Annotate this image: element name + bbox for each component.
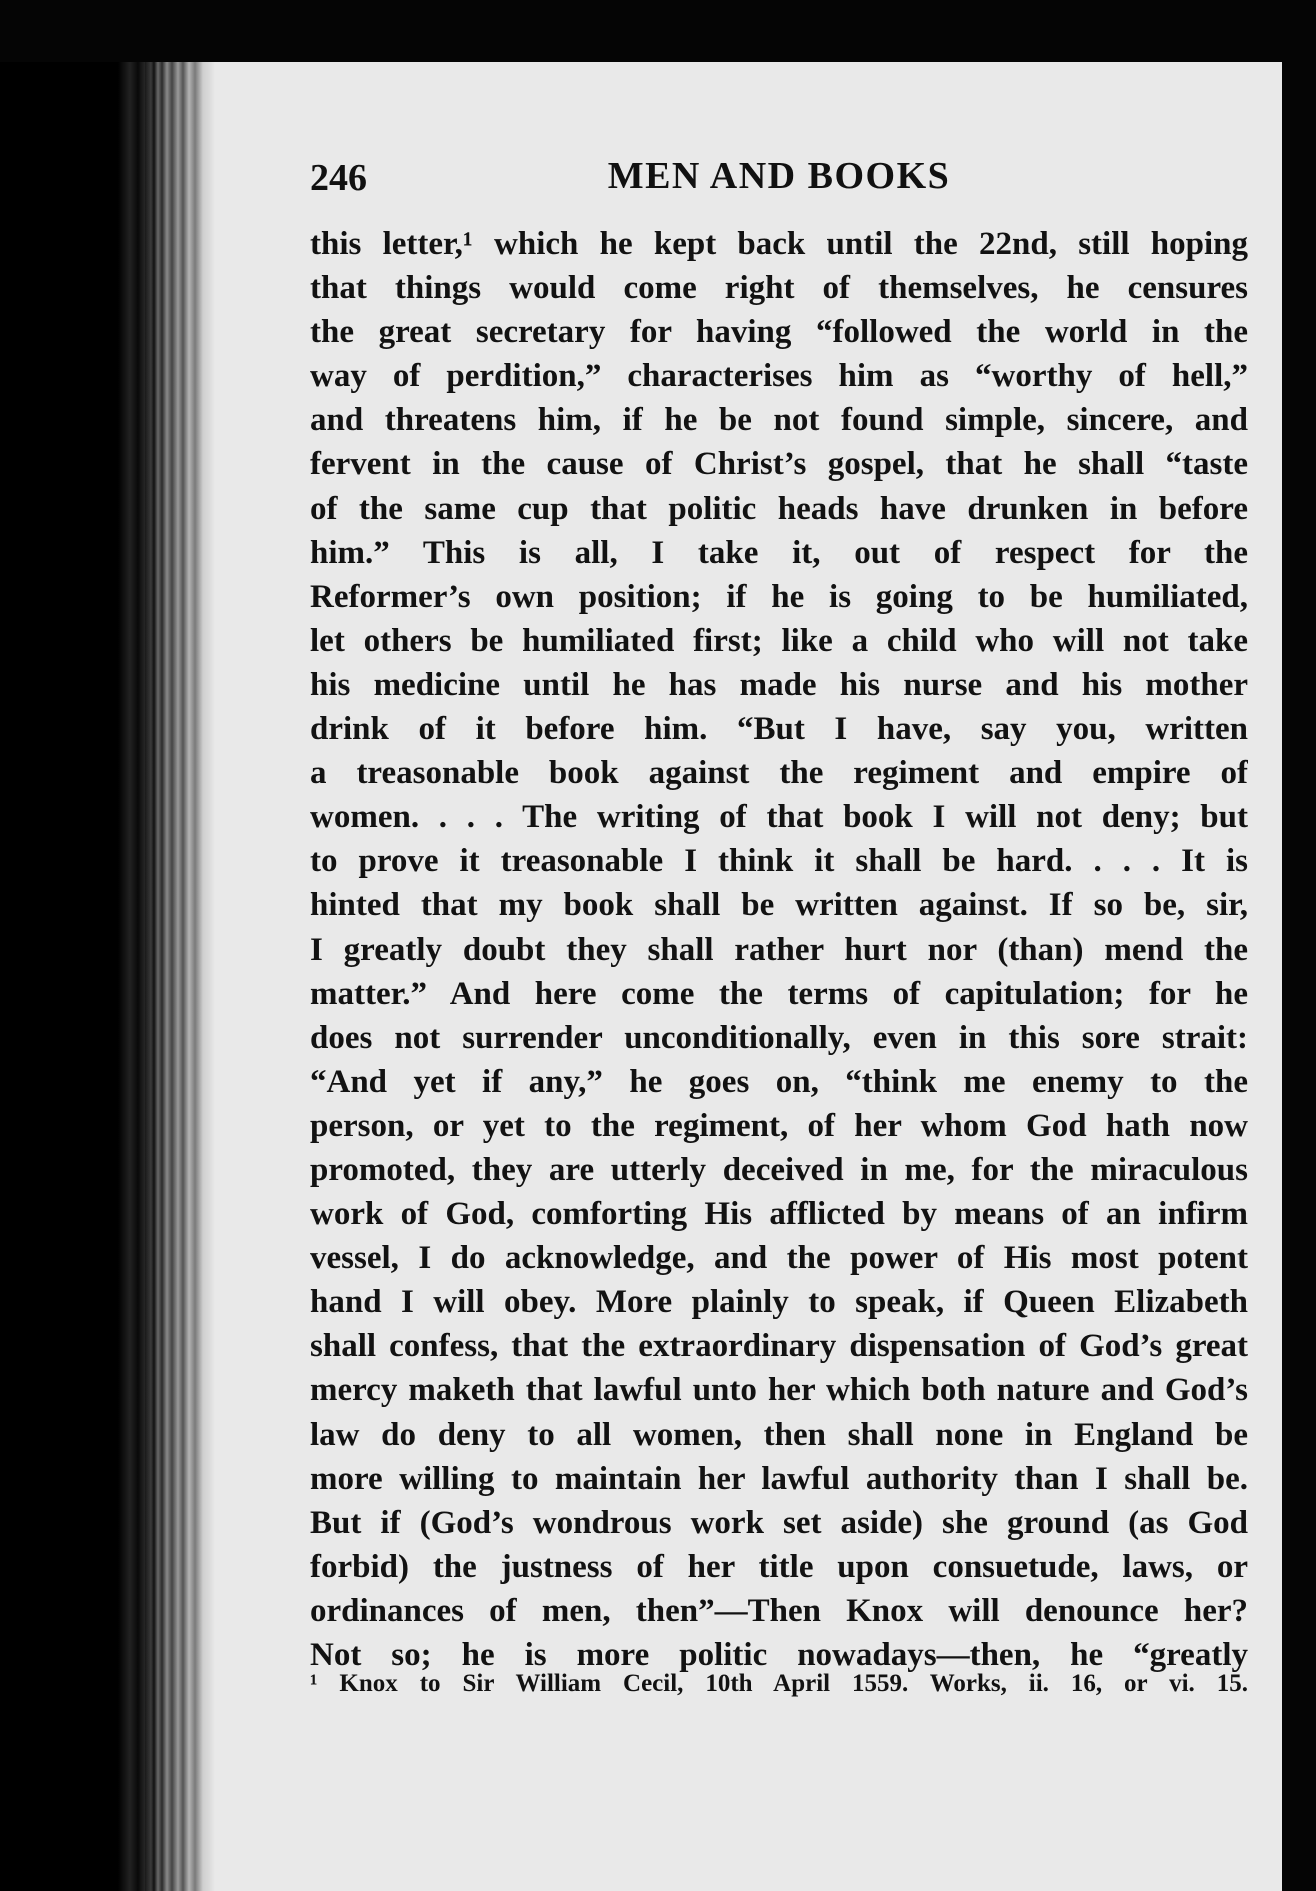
text-line: to prove it treasonable I think it shall be hard. . . . It is bbox=[310, 843, 1248, 880]
text-line: drink of it before him. “But I have, say you, written bbox=[310, 711, 1248, 748]
text-line: Not so; he is more politic nowadays—then, he “greatly bbox=[310, 1637, 1248, 1673]
scan-right-border bbox=[1282, 0, 1316, 1891]
text-line: matter.” And here come the terms of capitulation; for he bbox=[310, 975, 1248, 1012]
text-line: more willing to maintain her lawful authority than I shall be. bbox=[310, 1460, 1248, 1497]
text-line: women. . . . The writing of that book I will not deny; but bbox=[310, 799, 1248, 836]
text-line: his medicine until he has made his nurse and his mother bbox=[310, 666, 1248, 703]
text-line: shall confess, that the extraordinary dispensation of God’s great bbox=[310, 1328, 1248, 1365]
text-line: him.” This is all, I take it, out of respect for the bbox=[310, 534, 1248, 571]
text-line: way of perdition,” characterises him as “worthy of hell,” bbox=[310, 358, 1248, 395]
footnote: ¹ Knox to Sir William Cecil, 10th April 1559. Works, ii. 16, or vi. 15. bbox=[310, 1670, 1248, 1697]
text-line: “And yet if any,” he goes on, “think me enemy to the bbox=[310, 1063, 1248, 1100]
text-line: Reformer’s own position; if he is going to be humiliated, bbox=[310, 578, 1248, 615]
text-line: hand I will obey. More plainly to speak, if Queen Elizabeth bbox=[310, 1284, 1248, 1321]
text-line: But if (God’s wondrous work set aside) she ground (as God bbox=[310, 1504, 1248, 1541]
scan-top-border bbox=[0, 0, 1316, 62]
book-page-edges bbox=[145, 62, 215, 1891]
text-line: let others be humiliated first; like a child who will not take bbox=[310, 622, 1248, 659]
text-line: a treasonable book against the regiment and empire of bbox=[310, 755, 1248, 792]
text-line: mercy maketh that lawful unto her which both nature and God’s bbox=[310, 1372, 1248, 1409]
page-number: 246 bbox=[310, 157, 367, 199]
text-line: promoted, they are utterly deceived in me, for the miraculous bbox=[310, 1151, 1248, 1188]
body-text bbox=[310, 222, 1248, 1677]
text-line: ordinances of men, then”—Then Knox will denounce her? bbox=[310, 1592, 1248, 1629]
text-line: hinted that my book shall be written against. If so be, sir, bbox=[310, 887, 1248, 924]
book-binding-shadow bbox=[118, 62, 148, 1891]
text-line: of the same cup that politic heads have drunken in before bbox=[310, 490, 1248, 527]
text-line: and threatens him, if he be not found simple, sincere, and bbox=[310, 402, 1248, 439]
text-line: vessel, I do acknowledge, and the power of His most potent bbox=[310, 1240, 1248, 1277]
text-line: fervent in the cause of Christ’s gospel, that he shall “taste bbox=[310, 446, 1248, 483]
text-line: work of God, comforting His afflicted by means of an infirm bbox=[310, 1196, 1248, 1233]
text-line: law do deny to all women, then shall none in England be bbox=[310, 1416, 1248, 1453]
text-line: person, or yet to the regiment, of her whom God hath now bbox=[310, 1107, 1248, 1144]
text-line: does not surrender unconditionally, even in this sore strait: bbox=[310, 1019, 1248, 1056]
text-line: this letter,¹ which he kept back until the 22nd, still hoping bbox=[310, 226, 1248, 262]
page-header bbox=[310, 150, 1248, 210]
running-head: MEN AND BOOKS bbox=[607, 155, 951, 197]
text-line: forbid) the justness of her title upon consuetude, laws, or bbox=[310, 1548, 1248, 1585]
text-line: I greatly doubt they shall rather hurt nor (than) mend the bbox=[310, 931, 1248, 968]
text-line: the great secretary for having “followed the world in the bbox=[310, 314, 1248, 351]
text-line: that things would come right of themselves, he censures bbox=[310, 270, 1248, 307]
